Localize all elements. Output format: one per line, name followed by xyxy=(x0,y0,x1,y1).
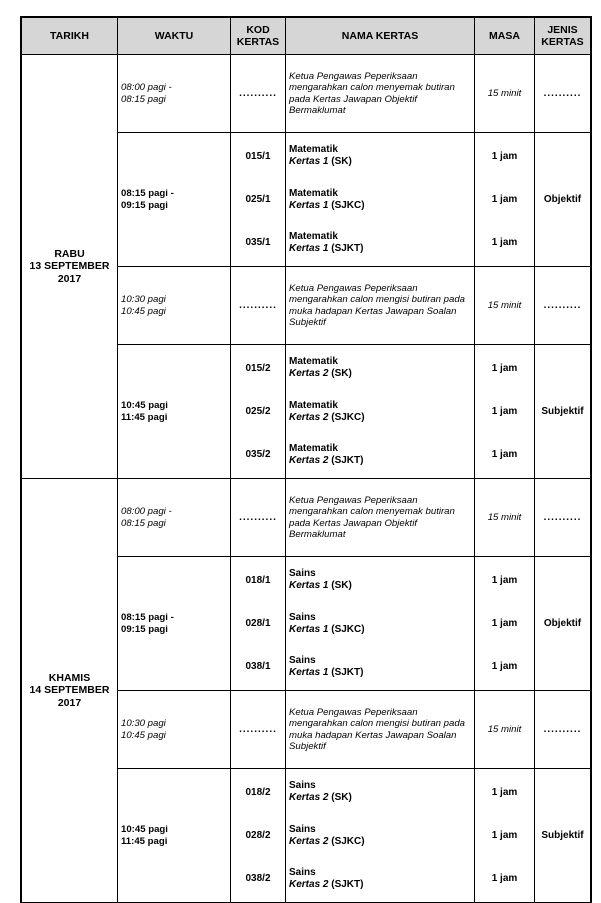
instruction-text: Ketua Pengawas Peperiksaan mengarahkan calon menyemak butiran pada Kertas Jawapan Objektif Bermaklumat xyxy=(286,479,475,557)
paper-number: Kertas 1 xyxy=(289,580,329,592)
time-end: 09:15 pagi xyxy=(121,623,168,635)
date-text: 13 SEPTEMBER xyxy=(29,260,110,273)
year-text: 2017 xyxy=(57,696,82,709)
subject-name: Matematik xyxy=(289,442,338,454)
instruction-text: Ketua Pengawas Peperiksaan mengarahkan calon mengisi butiran pada muka hadapan Kertas Jawapan Soalan Subjektif xyxy=(286,267,475,345)
paper-stream: (SJKT) xyxy=(331,878,364,890)
duration-cell: 15 minit xyxy=(475,479,535,557)
paper-number: Kertas 1 xyxy=(289,666,329,678)
subject-name: Matematik xyxy=(289,230,338,242)
paper-code-cell: 018/1 xyxy=(231,557,286,604)
header-jenis-line2: KERTAS xyxy=(541,36,584,48)
paper-type-cell: .......... xyxy=(535,691,591,769)
time-end: 11:45 pagi xyxy=(121,835,168,847)
paper-number: Kertas 2 xyxy=(289,454,329,466)
paper-stream: (SK) xyxy=(331,368,352,380)
paper-code-cell: .......... xyxy=(231,267,286,345)
year-text: 2017 xyxy=(57,272,82,285)
duration-cell: 15 minit xyxy=(475,267,535,345)
paper-type-cell: .......... xyxy=(535,479,591,557)
paper-stream: (SJKC) xyxy=(331,411,365,423)
paper-name-cell xyxy=(286,644,475,691)
instruction-text: Ketua Pengawas Peperiksaan mengarahkan calon menyemak butiran pada Kertas Jawapan Objektif Bermaklumat xyxy=(286,55,475,133)
paper-number: Kertas 2 xyxy=(289,368,329,380)
time-cell xyxy=(118,691,231,769)
date-cell xyxy=(22,479,118,903)
paper-stream: (SK) xyxy=(331,156,352,168)
paper-stream: (SK) xyxy=(331,580,352,592)
paper-name-cell xyxy=(286,133,475,180)
paper-type-cell: Objektif xyxy=(535,133,591,267)
exam-schedule-table xyxy=(21,17,591,903)
header-row xyxy=(22,18,591,55)
header-nama-kertas: NAMA KERTAS xyxy=(286,18,475,55)
table-row xyxy=(22,479,591,557)
duration-cell: 1 jam xyxy=(475,557,535,604)
duration-cell: 1 jam xyxy=(475,432,535,479)
date-text: 14 SEPTEMBER xyxy=(29,684,110,697)
paper-stream: (SJKC) xyxy=(331,835,365,847)
paper-code-cell: 015/1 xyxy=(231,133,286,180)
paper-code-cell: 028/1 xyxy=(231,604,286,644)
paper-code-cell: .......... xyxy=(231,55,286,133)
paper-name-cell xyxy=(286,856,475,903)
header-waktu: WAKTU xyxy=(118,18,231,55)
paper-code-cell: .......... xyxy=(231,479,286,557)
paper-stream: (SJKT) xyxy=(331,454,364,466)
time-start: 10:30 pagi xyxy=(121,718,166,730)
paper-stream: (SJKC) xyxy=(331,199,365,211)
paper-number: Kertas 2 xyxy=(289,878,329,890)
time-start: 08:15 pagi - xyxy=(121,612,174,624)
time-cell xyxy=(118,769,231,903)
header-kod-line1: KOD xyxy=(246,24,270,36)
paper-name-cell xyxy=(286,432,475,479)
paper-type-cell: .......... xyxy=(535,267,591,345)
paper-stream: (SJKT) xyxy=(331,666,364,678)
table-row xyxy=(22,55,591,133)
duration-cell: 1 jam xyxy=(475,644,535,691)
header-kod-kertas xyxy=(231,18,286,55)
header-jenis-line1: JENIS xyxy=(547,24,578,36)
subject-name: Matematik xyxy=(289,356,338,368)
time-start: 10:45 pagi xyxy=(121,400,168,412)
header-masa: MASA xyxy=(475,18,535,55)
time-end: 08:15 pagi xyxy=(121,93,166,105)
header-jenis-kertas xyxy=(535,18,591,55)
paper-type-cell: .......... xyxy=(535,55,591,133)
paper-name-cell xyxy=(286,769,475,816)
paper-code-cell: 015/2 xyxy=(231,345,286,392)
paper-name-cell xyxy=(286,180,475,220)
time-end: 11:45 pagi xyxy=(121,411,168,423)
time-start: 08:00 pagi - xyxy=(121,506,172,518)
subject-name: Sains xyxy=(289,823,316,835)
paper-name-cell xyxy=(286,604,475,644)
duration-cell: 1 jam xyxy=(475,133,535,180)
subject-name: Sains xyxy=(289,866,316,878)
paper-name-cell xyxy=(286,557,475,604)
paper-number: Kertas 1 xyxy=(289,199,329,211)
subject-name: Sains xyxy=(289,611,316,623)
duration-cell: 1 jam xyxy=(475,604,535,644)
time-end: 10:45 pagi xyxy=(121,729,166,741)
duration-cell: 15 minit xyxy=(475,691,535,769)
duration-cell: 1 jam xyxy=(475,856,535,903)
day-name: KHAMIS xyxy=(48,671,91,684)
paper-number: Kertas 1 xyxy=(289,242,329,254)
paper-code-cell: 038/2 xyxy=(231,856,286,903)
paper-number: Kertas 1 xyxy=(289,156,329,168)
paper-name-cell xyxy=(286,345,475,392)
duration-cell: 1 jam xyxy=(475,345,535,392)
instruction-text: Ketua Pengawas Peperiksaan mengarahkan calon mengisi butiran pada muka hadapan Kertas Jawapan Soalan Subjektif xyxy=(286,691,475,769)
paper-name-cell xyxy=(286,220,475,267)
date-cell xyxy=(22,55,118,479)
paper-code-cell: .......... xyxy=(231,691,286,769)
paper-stream: (SJKC) xyxy=(331,623,365,635)
duration-cell: 1 jam xyxy=(475,180,535,220)
header-tarikh: TARIKH xyxy=(22,18,118,55)
duration-cell: 1 jam xyxy=(475,769,535,816)
paper-code-cell: 035/1 xyxy=(231,220,286,267)
paper-stream: (SK) xyxy=(331,792,352,804)
paper-type-cell: Objektif xyxy=(535,557,591,691)
subject-name: Sains xyxy=(289,568,316,580)
paper-code-cell: 038/1 xyxy=(231,644,286,691)
duration-cell: 15 minit xyxy=(475,55,535,133)
paper-number: Kertas 1 xyxy=(289,623,329,635)
paper-type-cell: Subjektif xyxy=(535,345,591,479)
subject-name: Matematik xyxy=(289,144,338,156)
paper-code-cell: 028/2 xyxy=(231,816,286,856)
time-cell xyxy=(118,267,231,345)
duration-cell: 1 jam xyxy=(475,816,535,856)
time-end: 08:15 pagi xyxy=(121,517,166,529)
subject-name: Matematik xyxy=(289,399,338,411)
duration-cell: 1 jam xyxy=(475,220,535,267)
paper-code-cell: 025/1 xyxy=(231,180,286,220)
time-end: 09:15 pagi xyxy=(121,199,168,211)
paper-name-cell xyxy=(286,816,475,856)
subject-name: Matematik xyxy=(289,187,338,199)
time-start: 10:45 pagi xyxy=(121,824,168,836)
paper-code-cell: 018/2 xyxy=(231,769,286,816)
paper-name-cell xyxy=(286,392,475,432)
paper-code-cell: 035/2 xyxy=(231,432,286,479)
time-cell xyxy=(118,345,231,479)
time-end: 10:45 pagi xyxy=(121,305,166,317)
time-start: 10:30 pagi xyxy=(121,294,166,306)
paper-stream: (SJKT) xyxy=(331,242,364,254)
paper-code-cell: 025/2 xyxy=(231,392,286,432)
header-kod-line2: KERTAS xyxy=(236,36,280,48)
day-name: RABU xyxy=(54,247,85,260)
paper-type-cell: Subjektif xyxy=(535,769,591,903)
paper-number: Kertas 2 xyxy=(289,835,329,847)
time-cell xyxy=(118,133,231,267)
time-cell xyxy=(118,479,231,557)
duration-cell: 1 jam xyxy=(475,392,535,432)
paper-number: Kertas 2 xyxy=(289,411,329,423)
time-cell xyxy=(118,557,231,691)
paper-number: Kertas 2 xyxy=(289,792,329,804)
subject-name: Sains xyxy=(289,780,316,792)
table-header xyxy=(22,18,591,55)
time-start: 08:00 pagi - xyxy=(121,82,172,94)
table-body xyxy=(22,55,591,903)
time-start: 08:15 pagi - xyxy=(121,188,174,200)
subject-name: Sains xyxy=(289,654,316,666)
time-cell xyxy=(118,55,231,133)
